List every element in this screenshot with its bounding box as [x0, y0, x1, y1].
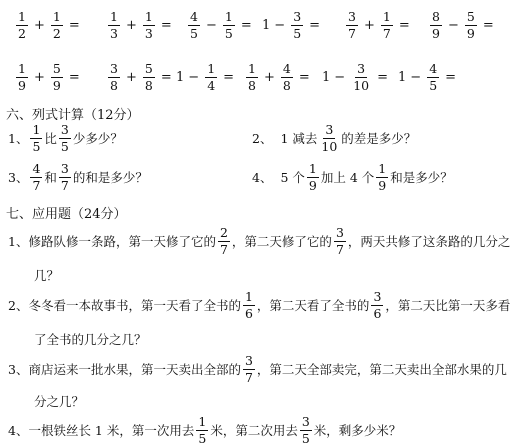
numerator: 4 [429, 61, 438, 77]
fraction [346, 10, 358, 39]
denominator: 7 [60, 177, 69, 193]
numerator: 1 [207, 61, 216, 77]
question-text: 和是多少？ [390, 170, 453, 185]
problem-text: ，两天共修了这条路的几分之 [347, 234, 511, 249]
denominator: 7 [219, 241, 228, 257]
fraction [108, 10, 120, 39]
problem-text: 米，第二次用去 [210, 423, 298, 438]
calc-item [186, 0, 256, 50]
numerator: 1 [18, 61, 26, 77]
operator: + [125, 17, 137, 33]
numerator: 3 [325, 122, 334, 138]
operator: − [410, 69, 422, 85]
problem-1-continued: 几？ [34, 268, 60, 283]
calc-item [14, 52, 84, 102]
fraction [59, 123, 71, 152]
denominator: 6 [373, 305, 382, 321]
denominator: 7 [382, 25, 391, 41]
calc-row-2 [0, 52, 520, 102]
operator: + [33, 17, 45, 33]
problem-text: ，第二天看了全书的 [256, 298, 370, 313]
question-text: 的差是多少？ [341, 131, 417, 146]
operator: − [447, 17, 459, 33]
question-text: 加上 4 个 [320, 170, 375, 185]
fraction [243, 354, 255, 383]
denominator: 3 [144, 25, 153, 41]
question-number: 1、 [8, 131, 29, 146]
question-number: 3、 [8, 170, 29, 185]
whole-number: 1 [262, 17, 271, 33]
denominator: 5 [32, 138, 41, 154]
problem-text: 2、冬冬看一本故事书，第一天看了全书的 [8, 298, 241, 313]
denominator: 5 [60, 138, 69, 154]
question-text: 1 减去 [280, 131, 318, 146]
operator: − [334, 69, 346, 85]
numerator: 1 [144, 9, 153, 25]
numerator: 1 [378, 161, 387, 177]
numerator: 1 [110, 9, 118, 25]
calc-item [322, 52, 392, 102]
calc-item [344, 0, 414, 50]
operator: + [263, 69, 275, 85]
fraction [51, 10, 63, 39]
question-text: 少多少？ [72, 131, 123, 146]
denominator: 8 [110, 77, 118, 93]
fraction [376, 162, 388, 191]
calc-item [262, 0, 324, 50]
fraction [430, 10, 442, 39]
equals-sign: = [240, 17, 252, 33]
question-number: 2、 [252, 131, 273, 146]
fraction [281, 62, 293, 91]
denominator: 8 [282, 77, 291, 93]
fraction [334, 226, 346, 255]
fraction [143, 10, 155, 39]
numerator: 4 [282, 61, 291, 77]
denominator: 5 [293, 25, 302, 41]
numerator: 3 [357, 61, 366, 77]
denominator: 9 [308, 177, 317, 193]
denominator: 8 [248, 77, 256, 93]
section-6-q4 [252, 159, 453, 195]
numerator: 1 [244, 289, 253, 305]
equals-sign: = [223, 69, 235, 85]
operator: + [125, 69, 137, 85]
problem-text: 1、修路队修一条路，第一天修了它的 [8, 234, 216, 249]
denominator: 7 [348, 25, 356, 41]
equals-sign: = [309, 17, 321, 33]
section-7-title: 七、应用题（24分） [6, 207, 127, 222]
denominator: 4 [207, 77, 216, 93]
problem-text: ，第二天修了它的 [231, 234, 332, 249]
question-text: 和 [44, 170, 57, 185]
numerator: 3 [244, 353, 253, 369]
numerator: 3 [60, 161, 69, 177]
denominator: 7 [244, 369, 253, 385]
question-text: 5 个 [280, 170, 305, 185]
fraction [307, 162, 319, 191]
denominator: 9 [52, 77, 61, 93]
numerator: 8 [432, 9, 440, 25]
numerator: 5 [52, 61, 61, 77]
numerator: 3 [348, 9, 356, 25]
fraction [51, 62, 63, 91]
fraction [371, 290, 383, 319]
equals-sign: = [398, 17, 410, 33]
numerator: 3 [373, 289, 382, 305]
calc-item [176, 52, 238, 102]
denominator: 5 [429, 77, 438, 93]
numerator: 1 [224, 9, 233, 25]
numerator: 3 [110, 61, 118, 77]
problem-3-continued: 分之几？ [34, 394, 85, 409]
whole-number: 1 [398, 69, 407, 85]
question-text: 比 [44, 131, 57, 146]
section-6-title: 六、列式计算（12分） [6, 108, 140, 123]
calc-item [106, 52, 176, 102]
calc-item [106, 0, 176, 50]
denominator: 9 [466, 25, 475, 41]
numerator: 1 [32, 122, 41, 138]
problem-3 [8, 350, 507, 388]
fraction [108, 62, 120, 91]
numerator: 1 [198, 414, 207, 430]
numerator: 1 [382, 9, 391, 25]
fraction [465, 10, 477, 39]
denominator: 5 [190, 25, 198, 41]
problem-2 [8, 286, 510, 324]
equals-sign: = [160, 17, 172, 33]
denominator: 6 [244, 305, 253, 321]
numerator: 1 [52, 9, 61, 25]
problem-text: ，第二天全部卖完，第二天卖出全部水果的几 [256, 362, 507, 377]
equals-sign: = [160, 69, 172, 85]
equals-sign: = [68, 69, 80, 85]
problem-text: 4、一根铁丝长 1 米，第一次用去 [8, 423, 195, 438]
calc-item [14, 0, 84, 50]
question-number: 4、 [252, 170, 273, 185]
fraction [319, 123, 339, 152]
operator: − [274, 17, 286, 33]
equals-sign: = [377, 69, 388, 85]
denominator: 7 [32, 177, 41, 193]
fraction [381, 10, 393, 39]
section-6-q3 [8, 159, 148, 195]
fraction [300, 415, 312, 444]
numerator: 1 [308, 161, 317, 177]
numerator: 1 [248, 61, 256, 77]
fraction [223, 10, 235, 39]
numerator: 3 [293, 9, 302, 25]
calc-item [428, 0, 498, 50]
operator: − [205, 17, 217, 33]
denominator: 5 [224, 25, 233, 41]
calc-item [398, 52, 460, 102]
equals-sign: = [298, 69, 310, 85]
whole-number: 1 [176, 69, 185, 85]
fraction [16, 10, 28, 39]
equals-sign: = [445, 69, 457, 85]
fraction [30, 162, 42, 191]
whole-number: 1 [322, 69, 331, 85]
problem-2-continued: 了全书的几分之几？ [34, 332, 147, 347]
problem-text: ，第二天比第一天多看 [385, 298, 511, 313]
denominator: 9 [18, 77, 26, 93]
numerator: 3 [335, 225, 344, 241]
fraction [205, 62, 217, 91]
fraction [291, 10, 303, 39]
denominator: 5 [301, 430, 310, 446]
numerator: 4 [190, 9, 198, 25]
operator: + [363, 17, 375, 33]
numerator: 3 [301, 414, 310, 430]
fraction [59, 162, 71, 191]
problem-text: 3、商店运来一批水果，第一天卖出全部的 [8, 362, 241, 377]
fraction [188, 10, 200, 39]
denominator: 9 [378, 177, 387, 193]
fraction [427, 62, 439, 91]
fraction [16, 62, 28, 91]
operator: − [188, 69, 200, 85]
fraction [243, 290, 255, 319]
numerator: 5 [144, 61, 153, 77]
section-6-q2 [252, 120, 416, 156]
section-6-q1 [8, 120, 123, 156]
numerator: 5 [466, 9, 475, 25]
problem-1 [8, 222, 510, 260]
fraction [30, 123, 42, 152]
denominator: 2 [52, 25, 61, 41]
denominator: 3 [110, 25, 118, 41]
fraction [246, 62, 258, 91]
denominator: 8 [144, 77, 153, 93]
question-text: 的和是多少？ [72, 170, 148, 185]
calc-row-1 [0, 0, 520, 50]
numerator: 4 [32, 161, 41, 177]
denominator: 7 [335, 241, 344, 257]
calc-item [244, 52, 314, 102]
denominator: 10 [321, 138, 338, 154]
denominator: 5 [198, 430, 207, 446]
problem-4 [8, 412, 401, 448]
numerator: 1 [18, 9, 26, 25]
operator: + [33, 69, 45, 85]
fraction [218, 226, 230, 255]
fraction [143, 62, 155, 91]
denominator: 9 [432, 25, 440, 41]
equals-sign: = [482, 17, 494, 33]
equals-sign: = [68, 17, 80, 33]
problem-text: 米，剩多少米？ [313, 423, 402, 438]
fraction [351, 62, 371, 91]
fraction [196, 415, 208, 444]
denominator: 10 [353, 77, 370, 93]
numerator: 2 [219, 225, 228, 241]
numerator: 3 [60, 122, 69, 138]
denominator: 2 [18, 25, 26, 41]
